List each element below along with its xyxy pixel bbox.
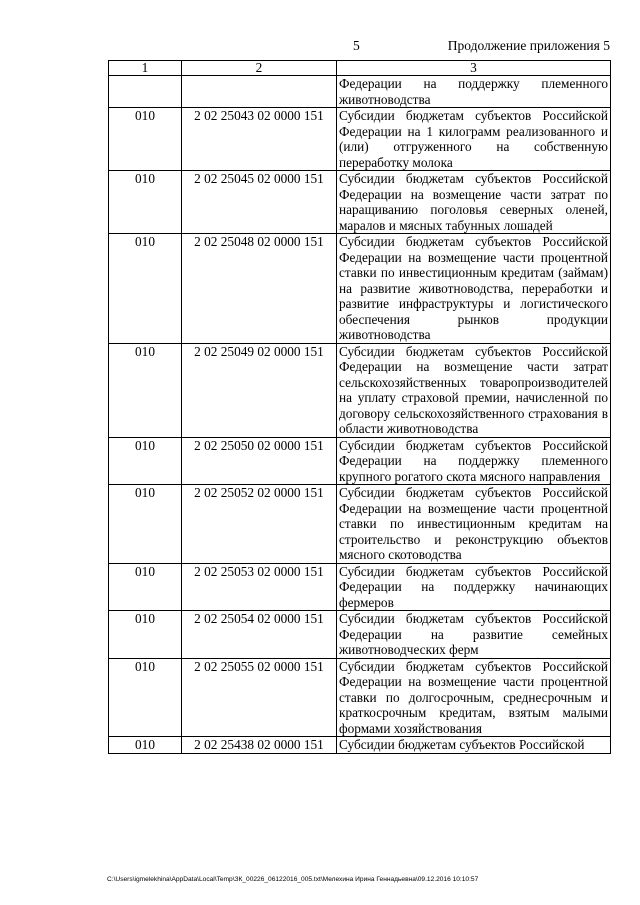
table-row <box>109 437 611 485</box>
admin-code-cell: 010 <box>109 437 182 485</box>
page-header <box>0 38 640 56</box>
classification-code-cell: 2 02 25054 02 0000 151 <box>182 611 337 659</box>
classification-code-cell: 2 02 25050 02 0000 151 <box>182 437 337 485</box>
description-cell: Субсидии бюджетам субъектов Российской Федерации на возмещение части процентной ставки по долгосрочным, среднесрочным и краткосрочным кредитам, взятым малыми формами хозяйствования <box>337 658 611 737</box>
table-row <box>109 343 611 437</box>
column-header-1: 1 <box>109 61 182 76</box>
page-number: 5 <box>353 38 360 53</box>
footer-file-path: C:\Users\igmelekhina\AppData\Local\Temp\ЗК_00226_06122016_005.txt\Мелехина Ирина Геннадьевна\09.12.2016 10:10:57 <box>107 876 479 883</box>
description-cell: Субсидии бюджетам субъектов Российской Федерации на 1 килограмм реализованного и (или) отгруженного на собственную переработку молока <box>337 108 611 171</box>
column-header-3: 3 <box>337 61 611 76</box>
table-row <box>109 611 611 659</box>
table-row <box>109 76 611 108</box>
description-cell: Субсидии бюджетам субъектов Российской Федерации на возмещение части процентной ставки по инвестиционным кредитам (займам) на развитие животноводства, переработки и развитие инфраструктуры и логистического обеспечения рынков продукции животноводства <box>337 234 611 344</box>
description-cell: Субсидии бюджетам субъектов Российской Федерации на возмещение части процентной ставки по инвестиционным кредитам на строительство и реконструкцию объектов мясного скотоводства <box>337 485 611 564</box>
table-row <box>109 108 611 171</box>
description-cell: Субсидии бюджетам субъектов Российской Федерации на поддержку племенного крупного рогатого скота мясного направления <box>337 437 611 485</box>
classification-code-cell: 2 02 25438 02 0000 151 <box>182 737 337 754</box>
classification-code-cell: 2 02 25055 02 0000 151 <box>182 658 337 737</box>
classification-code-cell: 2 02 25053 02 0000 151 <box>182 563 337 611</box>
classification-code-cell: 2 02 25048 02 0000 151 <box>182 234 337 344</box>
description-cell: Федерации на поддержку племенного животноводства <box>337 76 611 108</box>
classification-code-cell: 2 02 25045 02 0000 151 <box>182 171 337 234</box>
classification-code-cell <box>182 76 337 108</box>
admin-code-cell: 010 <box>109 108 182 171</box>
appendix-table <box>108 60 611 754</box>
table-row <box>109 485 611 564</box>
continuation-label: Продолжение приложения 5 <box>447 38 610 53</box>
classification-code-cell: 2 02 25043 02 0000 151 <box>182 108 337 171</box>
admin-code-cell: 010 <box>109 485 182 564</box>
table-row <box>109 234 611 344</box>
table-row <box>109 737 611 754</box>
table-row <box>109 563 611 611</box>
column-number-row <box>109 61 611 76</box>
admin-code-cell: 010 <box>109 658 182 737</box>
table-row <box>109 171 611 234</box>
admin-code-cell: 010 <box>109 611 182 659</box>
description-cell: Субсидии бюджетам субъектов Российской Федерации на поддержку начинающих фермеров <box>337 563 611 611</box>
admin-code-cell: 010 <box>109 737 182 754</box>
admin-code-cell: 010 <box>109 343 182 437</box>
description-cell: Субсидии бюджетам субъектов Российской <box>337 737 611 754</box>
classification-code-cell: 2 02 25049 02 0000 151 <box>182 343 337 437</box>
description-cell: Субсидии бюджетам субъектов Российской Федерации на возмещение части затрат сельскохозяйственных товаропроизводителей на уплату страховой премии, начисленной по договору сельскохозяйственного страхования в области животноводства <box>337 343 611 437</box>
admin-code-cell: 010 <box>109 171 182 234</box>
admin-code-cell <box>109 76 182 108</box>
column-header-2: 2 <box>182 61 337 76</box>
admin-code-cell: 010 <box>109 563 182 611</box>
table-row <box>109 658 611 737</box>
description-cell: Субсидии бюджетам субъектов Российской Федерации на развитие семейных животноводческих ферм <box>337 611 611 659</box>
classification-code-cell: 2 02 25052 02 0000 151 <box>182 485 337 564</box>
admin-code-cell: 010 <box>109 234 182 344</box>
description-cell: Субсидии бюджетам субъектов Российской Федерации на возмещение части затрат по наращиванию поголовья северных оленей, маралов и мясных табунных лошадей <box>337 171 611 234</box>
